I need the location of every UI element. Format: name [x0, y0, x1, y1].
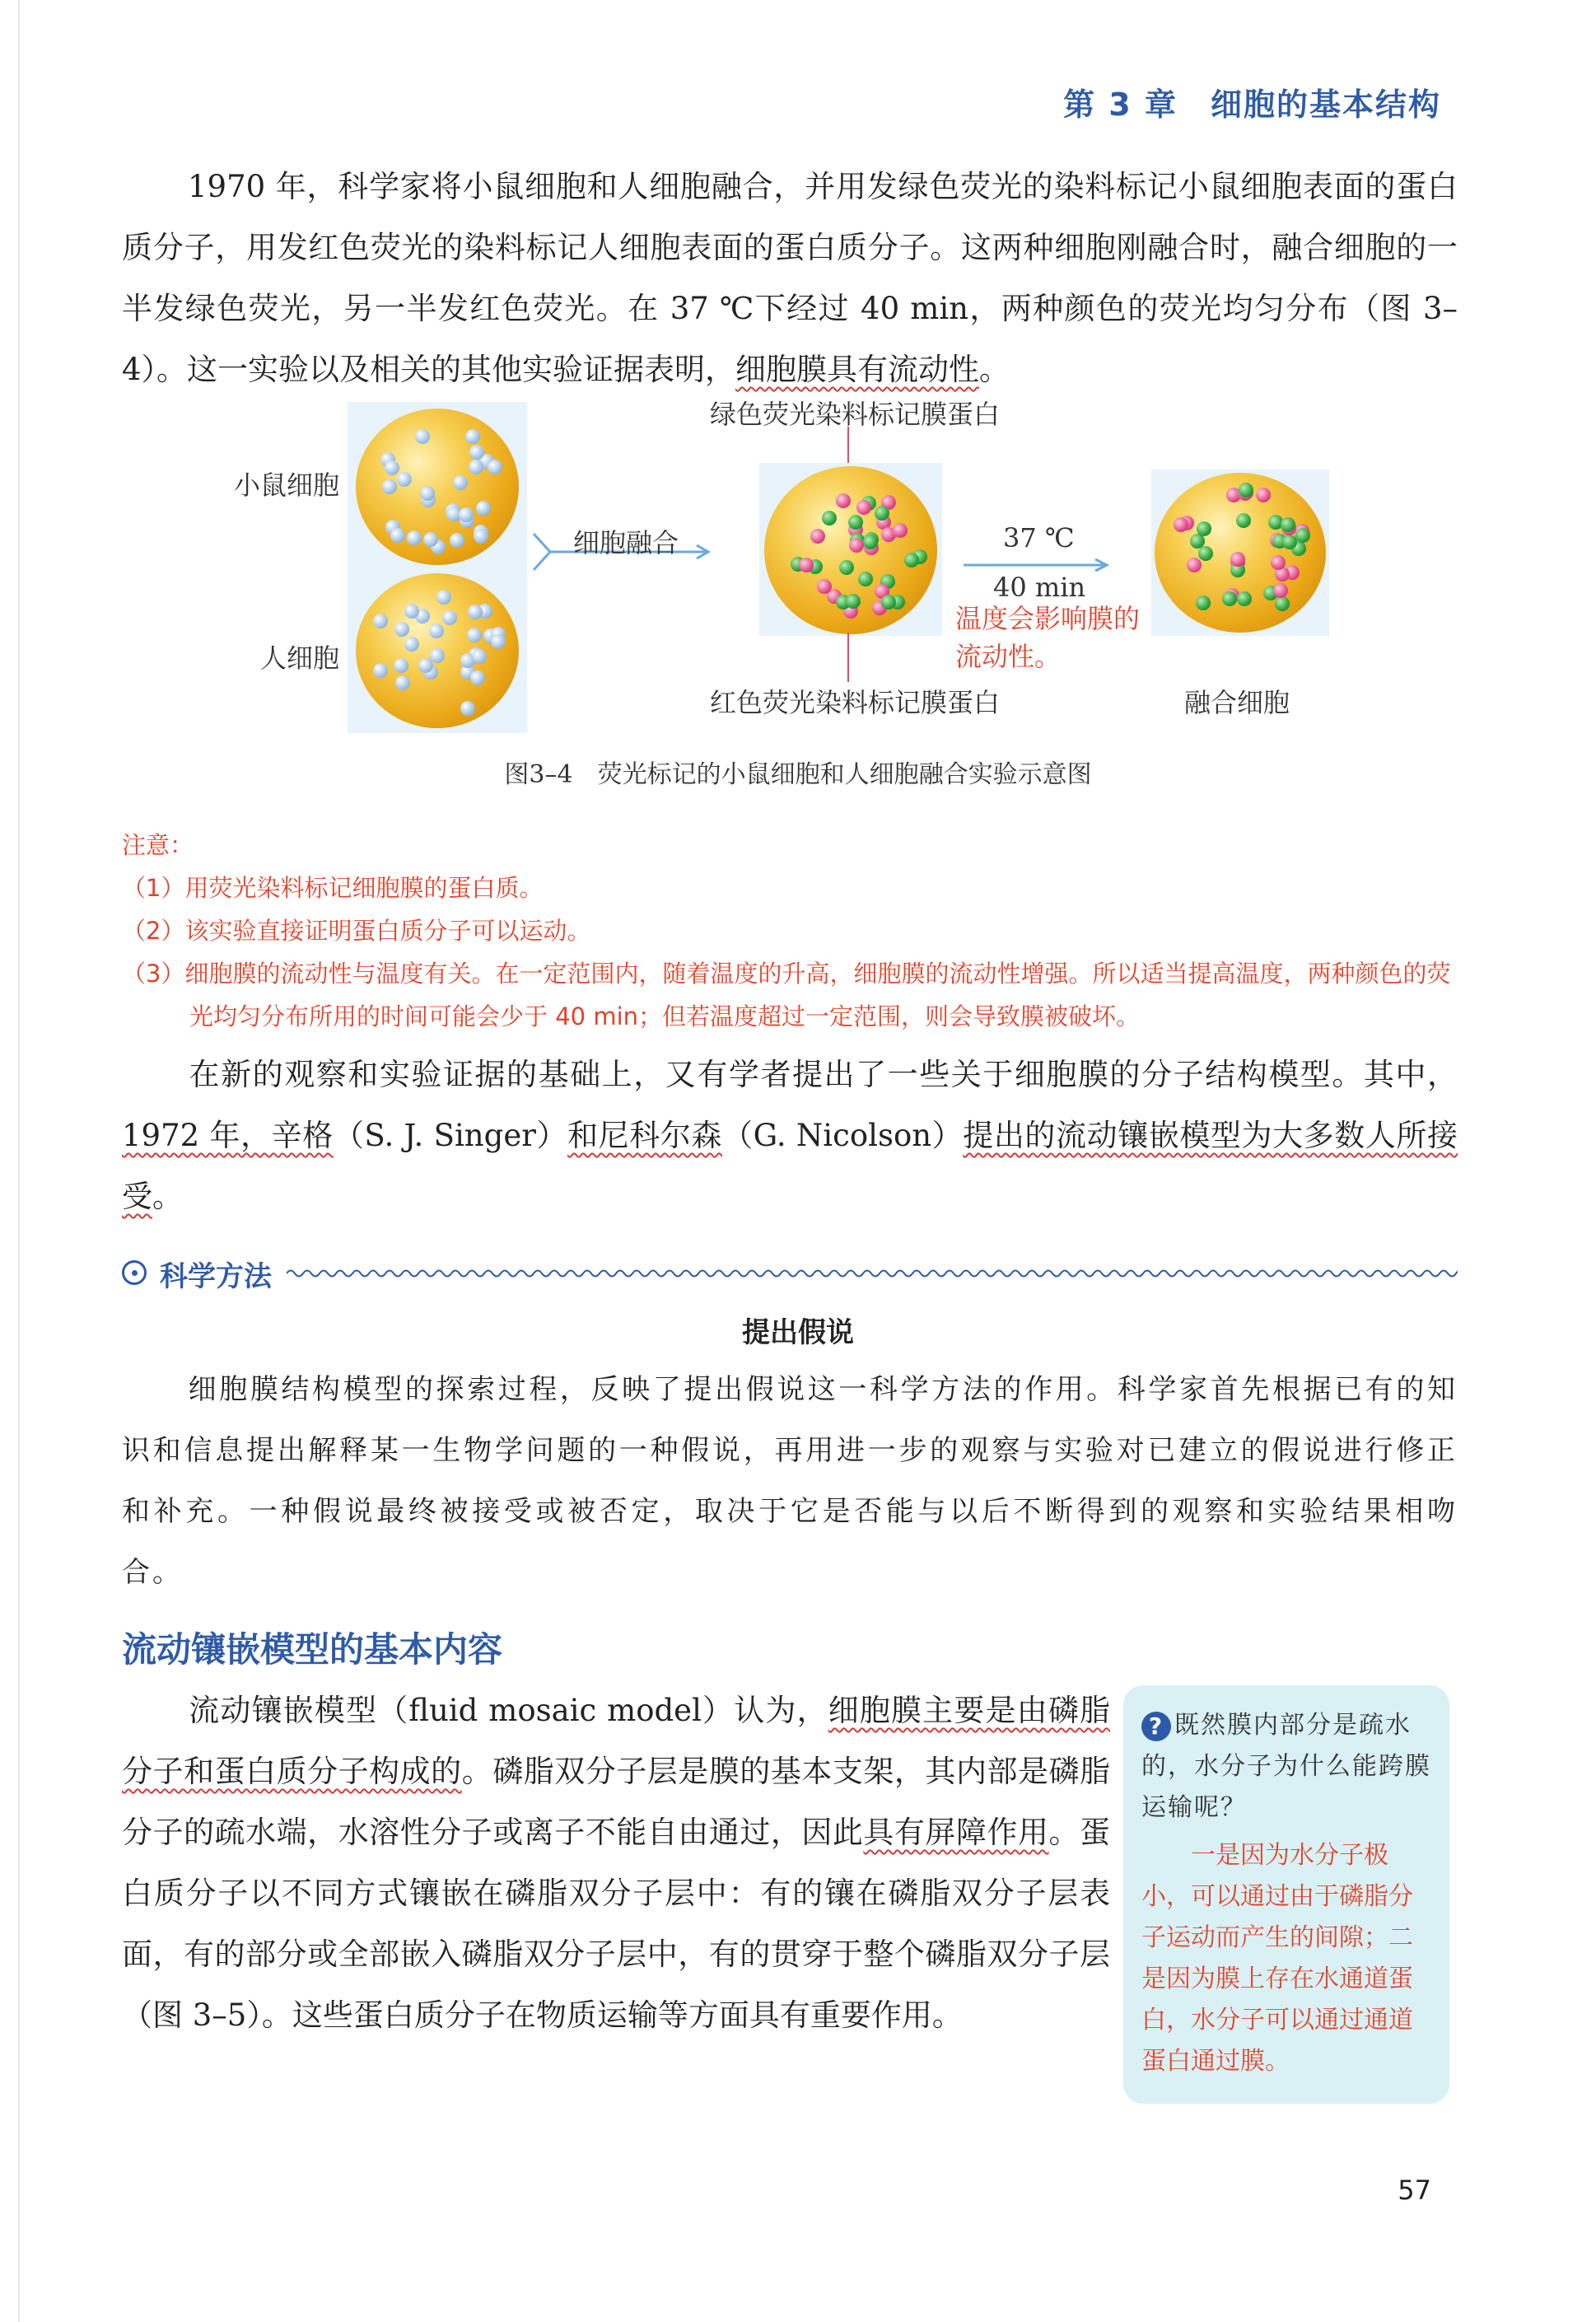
- membrane-protein-dot: [404, 604, 419, 619]
- result-label: 融合细胞: [1184, 687, 1290, 718]
- paragraph-model: [122, 1044, 1458, 1227]
- target-icon: [122, 1260, 147, 1285]
- membrane-protein-dot: [856, 500, 871, 515]
- text: 。磷脂双分子层是膜的基本支架，其内部是磷脂分子的疏水端，水溶性分子或离子不能自由通过，因此: [122, 1754, 1111, 1850]
- membrane-protein-dot: [469, 460, 483, 474]
- membrane-protein-dot: [817, 579, 832, 594]
- method-paragraph: [122, 1359, 1458, 1603]
- membrane-protein-dot: [373, 663, 388, 678]
- membrane-protein-dot: [467, 628, 482, 642]
- membrane-protein-dot: [385, 460, 399, 475]
- result-cell-sphere: [1155, 473, 1326, 633]
- membrane-protein-dot: [488, 460, 502, 474]
- membrane-protein-dot: [1197, 521, 1211, 536]
- membrane-protein-dot: [450, 533, 464, 548]
- membrane-protein-dot: [397, 472, 412, 487]
- membrane-protein-dot: [858, 572, 873, 586]
- membrane-protein-dot: [491, 634, 506, 649]
- wavy-divider: [287, 1265, 1458, 1282]
- page-edge: [18, 0, 20, 2322]
- membrane-protein-dot: [415, 429, 430, 444]
- membrane-protein-dot: [420, 486, 435, 501]
- membrane-protein-dot: [470, 670, 485, 685]
- membrane-protein-dot: [1275, 596, 1290, 611]
- text: 。蛋白质分子以不同方式镶嵌在磷脂双分子层中：有的镶在磷脂双分子层表面，有的部分或全部嵌入磷脂双分子层中，有的贯穿于整个磷脂双分子层（图 3–5）。这些蛋白质分子在物质运输等方面具有重要作用。: [122, 1815, 1111, 2033]
- membrane-protein-dot: [881, 595, 896, 610]
- human-cell-sphere: [356, 573, 519, 728]
- emphasis-text: 1972 年，辛格: [122, 1118, 334, 1153]
- membrane-protein-dot: [1271, 555, 1286, 570]
- membrane-protein-dot: [863, 535, 878, 549]
- fused-cell-sphere: [764, 466, 937, 634]
- text: 。: [979, 352, 1010, 387]
- red-pointer: [840, 633, 856, 682]
- membrane-protein-dot: [394, 658, 408, 673]
- temperature-note: 温度会影响膜的流动性。: [955, 603, 1141, 672]
- emphasis-text: 细胞膜主要是由磷脂分子和蛋白质分子构成的: [122, 1693, 1110, 1789]
- section-title: 流动镶嵌模型的基本内容: [122, 1629, 503, 1670]
- membrane-protein-dot: [436, 590, 451, 605]
- membrane-protein-dot: [849, 538, 864, 553]
- membrane-protein-dot: [1282, 535, 1297, 549]
- method-title: 提出假说: [742, 1316, 854, 1349]
- membrane-protein-dot: [442, 610, 457, 625]
- question-box: [1123, 1685, 1449, 2104]
- membrane-protein-dot: [395, 675, 410, 690]
- membrane-protein-dot: [390, 528, 405, 543]
- mouse-cell-sphere: [356, 409, 519, 565]
- membrane-protein-dot: [1281, 517, 1295, 532]
- temperature-label: 37 ℃: [1003, 522, 1075, 554]
- answer-text: [1141, 1835, 1431, 2082]
- membrane-protein-dot: [893, 523, 908, 538]
- red-label: 红色荧光染料标记膜蛋白: [710, 687, 1001, 718]
- green-label: 绿色荧光染料标记膜蛋白: [710, 399, 1001, 430]
- membrane-protein-dot: [404, 637, 419, 652]
- membrane-protein-dot: [848, 515, 863, 530]
- question: 既然膜内部分是疏水的，水分子为什么能跨膜运输呢？: [1141, 1711, 1431, 1822]
- membrane-protein-dot: [474, 529, 488, 544]
- chapter-header: [1063, 79, 1441, 124]
- membrane-protein-dot: [453, 475, 468, 490]
- question-icon: ?: [1141, 1712, 1171, 1741]
- fusion-label: 细胞融合: [573, 527, 679, 558]
- membrane-protein-dot: [394, 622, 409, 637]
- text: 流动镶嵌模型（fluid mosaic model）认为，: [188, 1693, 828, 1728]
- membrane-protein-dot: [1187, 558, 1202, 572]
- membrane-protein-dot: [407, 530, 422, 545]
- membrane-protein-dot: [465, 429, 480, 444]
- membrane-protein-dot: [423, 532, 438, 547]
- chapter-number: 第 3 章: [1063, 86, 1178, 123]
- membrane-protein-dot: [1237, 591, 1252, 606]
- time-label: 40 min: [993, 572, 1086, 603]
- membrane-protein-dot: [1174, 517, 1188, 532]
- membrane-protein-dot: [1239, 483, 1253, 498]
- membrane-protein-dot: [382, 479, 397, 494]
- membrane-protein-dot: [846, 594, 861, 609]
- text: （S. J. Singer）: [333, 1118, 568, 1153]
- membrane-protein-dot: [373, 614, 388, 628]
- membrane-protein-dot: [799, 558, 814, 572]
- temperature-arrow: [964, 557, 1112, 573]
- membrane-protein-dot: [810, 529, 825, 544]
- text: 细胞膜结构模型的探索过程，反映了提出假说这一科学方法的作用。科学家首先根据已有的知识和信息提出解释某一生物学问题的一种假说，再用进一步的观察与实验对已建立的假说进行修正和补充。一种假说最终被接受或被否定，取决于它是否能与以后不断得到的观察和实验结果相吻合。: [122, 1373, 1458, 1589]
- paragraph-experiment: [122, 157, 1458, 400]
- emphasis-text: 具有屏障作用: [863, 1815, 1049, 1850]
- text: 在新的观察和实验证据的基础上，又有学者提出了一些关于细胞膜的分子结构模型。其中，: [188, 1057, 1458, 1092]
- science-method-bar: [122, 1254, 1458, 1295]
- text: （G. Nicolson）: [722, 1118, 964, 1153]
- membrane-protein-dot: [429, 624, 444, 638]
- answer: 一是因为水分子极小，可以通过由于磷脂分子运动而产生的间隙；二是因为膜上存在水通道蛋白，水分子可以通过通道蛋白通过膜。: [1141, 1841, 1413, 2076]
- emphasis-text: 细胞膜具有流动性: [735, 352, 980, 387]
- teacher-note: [122, 824, 1472, 1038]
- paragraph-fluid-mosaic: [122, 1680, 1110, 2046]
- science-method-label: 科学方法: [160, 1260, 272, 1293]
- membrane-protein-dot: [472, 649, 487, 664]
- membrane-protein-dot: [1273, 583, 1288, 598]
- membrane-protein-dot: [836, 493, 851, 508]
- membrane-protein-dot: [875, 506, 889, 521]
- membrane-protein-dot: [1198, 546, 1213, 561]
- membrane-protein-dot: [1295, 528, 1310, 543]
- text: 。: [152, 1179, 183, 1214]
- figure-caption: 图3–4 荧光标记的小鼠细胞和人细胞融合实验示意图: [504, 760, 1092, 789]
- membrane-protein-dot: [1196, 596, 1211, 610]
- chapter-title: 细胞的基本结构: [1210, 86, 1441, 123]
- membrane-protein-dot: [1256, 488, 1271, 502]
- membrane-protein-dot: [1222, 591, 1237, 606]
- note-title: 注意：: [122, 831, 194, 859]
- membrane-protein-dot: [469, 445, 484, 460]
- membrane-protein-dot: [468, 605, 483, 619]
- page-number: 57: [1398, 2175, 1431, 2206]
- question-text: [1141, 1705, 1431, 1829]
- membrane-protein-dot: [839, 560, 854, 575]
- membrane-protein-dot: [476, 501, 491, 516]
- membrane-protein-dot: [822, 511, 837, 526]
- note-item: （1）用荧光染料标记细胞膜的蛋白质。: [122, 874, 544, 902]
- emphasis-text: 和尼科尔森: [567, 1118, 722, 1153]
- human-cell-label: 人细胞: [260, 642, 340, 674]
- membrane-protein-dot: [904, 553, 919, 568]
- text: 1970 年，科学家将小鼠细胞和人细胞融合，并用发绿色荧光的染料标记小鼠细胞表面的蛋白质分子，用发红色荧光的染料标记人细胞表面的蛋白质分子。这两种细胞刚融合时，融合细胞的一半发绿色荧光，另一半发红色荧光。在 37 ℃下经过 40 min，两种颜色的荧光均匀分布（图 3–4）。这一实验以及相关的其他实验证据表明，: [122, 169, 1458, 387]
- membrane-protein-dot: [460, 701, 475, 716]
- membrane-protein-dot: [1236, 513, 1251, 528]
- note-item: （2）该实验直接证明蛋白质分子可以运动。: [122, 917, 591, 945]
- mouse-cell-label: 小鼠细胞: [234, 470, 340, 501]
- membrane-protein-dot: [418, 658, 433, 673]
- membrane-protein-dot: [430, 648, 445, 663]
- emphasis-text: 提出的流动镶嵌模型为大多数人所接受: [122, 1118, 1458, 1214]
- note-item: （3）细胞膜的流动性与温度有关。在一定范围内，随着温度的升高，细胞膜的流动性增强。所以适当提高温度，两种颜色的荧光均匀分布所用的时间可能会少于 40 min；但若温度超过一定范围，则会导致膜被破坏。: [122, 960, 1451, 1030]
